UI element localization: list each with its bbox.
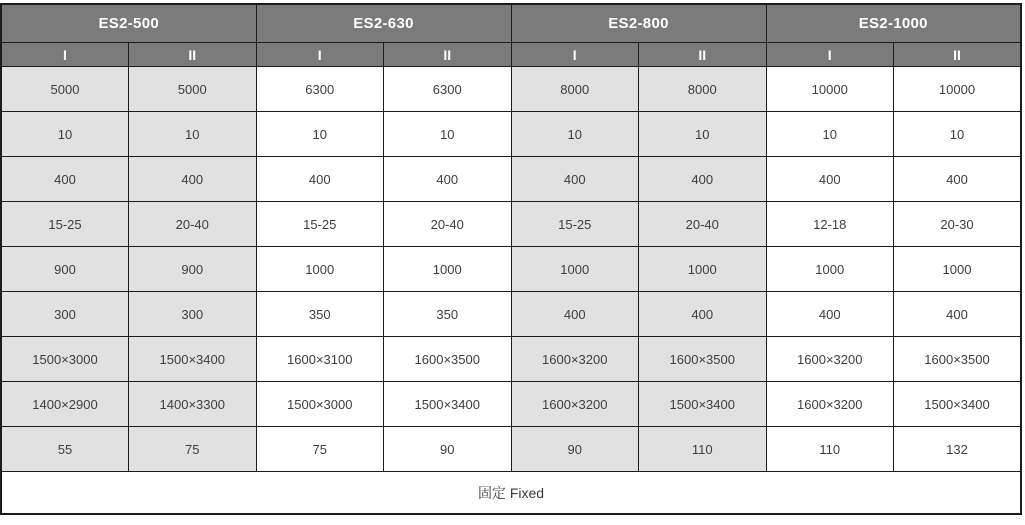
table-cell: 75 — [129, 427, 257, 472]
table-cell: 15-25 — [1, 202, 129, 247]
table-cell: 400 — [766, 292, 894, 337]
table-cell: 8000 — [511, 67, 639, 112]
table-body — [1, 67, 1021, 472]
table-cell: 1600×3500 — [639, 337, 767, 382]
table-cell: 12-18 — [766, 202, 894, 247]
table-cell: 8000 — [639, 67, 767, 112]
subheader-cell: II — [384, 43, 512, 67]
table-row — [1, 67, 1021, 112]
table-cell: 400 — [766, 157, 894, 202]
subheader-cell: II — [129, 43, 257, 67]
table-cell: 90 — [511, 427, 639, 472]
group-header-es2-630: ES2-630 — [256, 4, 511, 43]
table-cell: 15-25 — [256, 202, 384, 247]
table-cell: 1600×3200 — [766, 337, 894, 382]
subheader-cell: II — [894, 43, 1022, 67]
table-row — [1, 292, 1021, 337]
table-cell: 400 — [256, 157, 384, 202]
table-cell: 1500×3000 — [1, 337, 129, 382]
table-cell: 10 — [639, 112, 767, 157]
table-cell: 110 — [639, 427, 767, 472]
table-cell: 110 — [766, 427, 894, 472]
table-cell: 132 — [894, 427, 1022, 472]
table-cell: 1600×3100 — [256, 337, 384, 382]
table-cell: 10 — [766, 112, 894, 157]
table-cell: 1000 — [384, 247, 512, 292]
table-cell: 15-25 — [511, 202, 639, 247]
table-cell: 20-40 — [639, 202, 767, 247]
table-cell: 5000 — [129, 67, 257, 112]
table-cell: 1500×3000 — [256, 382, 384, 427]
table-cell: 20-40 — [129, 202, 257, 247]
table-cell: 1400×3300 — [129, 382, 257, 427]
table-cell: 10000 — [766, 67, 894, 112]
table-cell: 55 — [1, 427, 129, 472]
group-header-es2-500: ES2-500 — [1, 4, 256, 43]
table-cell: 1500×3400 — [384, 382, 512, 427]
table-cell: 5000 — [1, 67, 129, 112]
table-cell: 1600×3500 — [894, 337, 1022, 382]
table-cell: 20-40 — [384, 202, 512, 247]
subheader-cell: I — [511, 43, 639, 67]
table-cell: 6300 — [384, 67, 512, 112]
table-cell: 1000 — [639, 247, 767, 292]
table-cell: 1600×3200 — [511, 382, 639, 427]
table-row — [1, 202, 1021, 247]
table-cell: 90 — [384, 427, 512, 472]
table-cell: 400 — [384, 157, 512, 202]
table-cell: 400 — [511, 157, 639, 202]
table-head — [1, 4, 1021, 67]
table-row — [1, 382, 1021, 427]
table-cell: 75 — [256, 427, 384, 472]
table-cell: 10000 — [894, 67, 1022, 112]
subheader-cell: I — [766, 43, 894, 67]
table-cell: 400 — [511, 292, 639, 337]
table-cell: 350 — [384, 292, 512, 337]
table-cell: 350 — [256, 292, 384, 337]
spec-table — [0, 3, 1022, 515]
table-row — [1, 157, 1021, 202]
table-row — [1, 337, 1021, 382]
table-cell: 300 — [1, 292, 129, 337]
subheader-cell: I — [1, 43, 129, 67]
table-cell: 10 — [1, 112, 129, 157]
table-cell: 400 — [894, 157, 1022, 202]
table-cell: 1500×3400 — [894, 382, 1022, 427]
subheader-cell: II — [639, 43, 767, 67]
table-cell: 400 — [639, 292, 767, 337]
table-cell: 1600×3200 — [766, 382, 894, 427]
table-cell: 400 — [639, 157, 767, 202]
footer-note: 固定 Fixed — [1, 472, 1021, 515]
footer-row — [1, 472, 1021, 515]
table-cell: 20-30 — [894, 202, 1022, 247]
table-cell: 900 — [1, 247, 129, 292]
table-row — [1, 427, 1021, 472]
table-cell: 1500×3400 — [639, 382, 767, 427]
table-cell: 1000 — [256, 247, 384, 292]
table-cell: 900 — [129, 247, 257, 292]
table-cell: 1000 — [766, 247, 894, 292]
table-cell: 1000 — [894, 247, 1022, 292]
table-cell: 10 — [129, 112, 257, 157]
table-row — [1, 112, 1021, 157]
subheader-cell: I — [256, 43, 384, 67]
table-cell: 10 — [256, 112, 384, 157]
table-cell: 300 — [129, 292, 257, 337]
group-header-row — [1, 4, 1021, 43]
table-cell: 1400×2900 — [1, 382, 129, 427]
group-header-es2-1000: ES2-1000 — [766, 4, 1021, 43]
table-cell: 10 — [511, 112, 639, 157]
group-header-es2-800: ES2-800 — [511, 4, 766, 43]
table-cell: 400 — [894, 292, 1022, 337]
table-cell: 10 — [384, 112, 512, 157]
table-cell: 1600×3200 — [511, 337, 639, 382]
table-cell: 10 — [894, 112, 1022, 157]
subheader-row — [1, 43, 1021, 67]
table-cell: 400 — [129, 157, 257, 202]
table-cell: 6300 — [256, 67, 384, 112]
table-cell: 1000 — [511, 247, 639, 292]
table-cell: 1500×3400 — [129, 337, 257, 382]
table-cell: 1600×3500 — [384, 337, 512, 382]
table-cell: 400 — [1, 157, 129, 202]
table-foot — [1, 472, 1021, 515]
table-row — [1, 247, 1021, 292]
